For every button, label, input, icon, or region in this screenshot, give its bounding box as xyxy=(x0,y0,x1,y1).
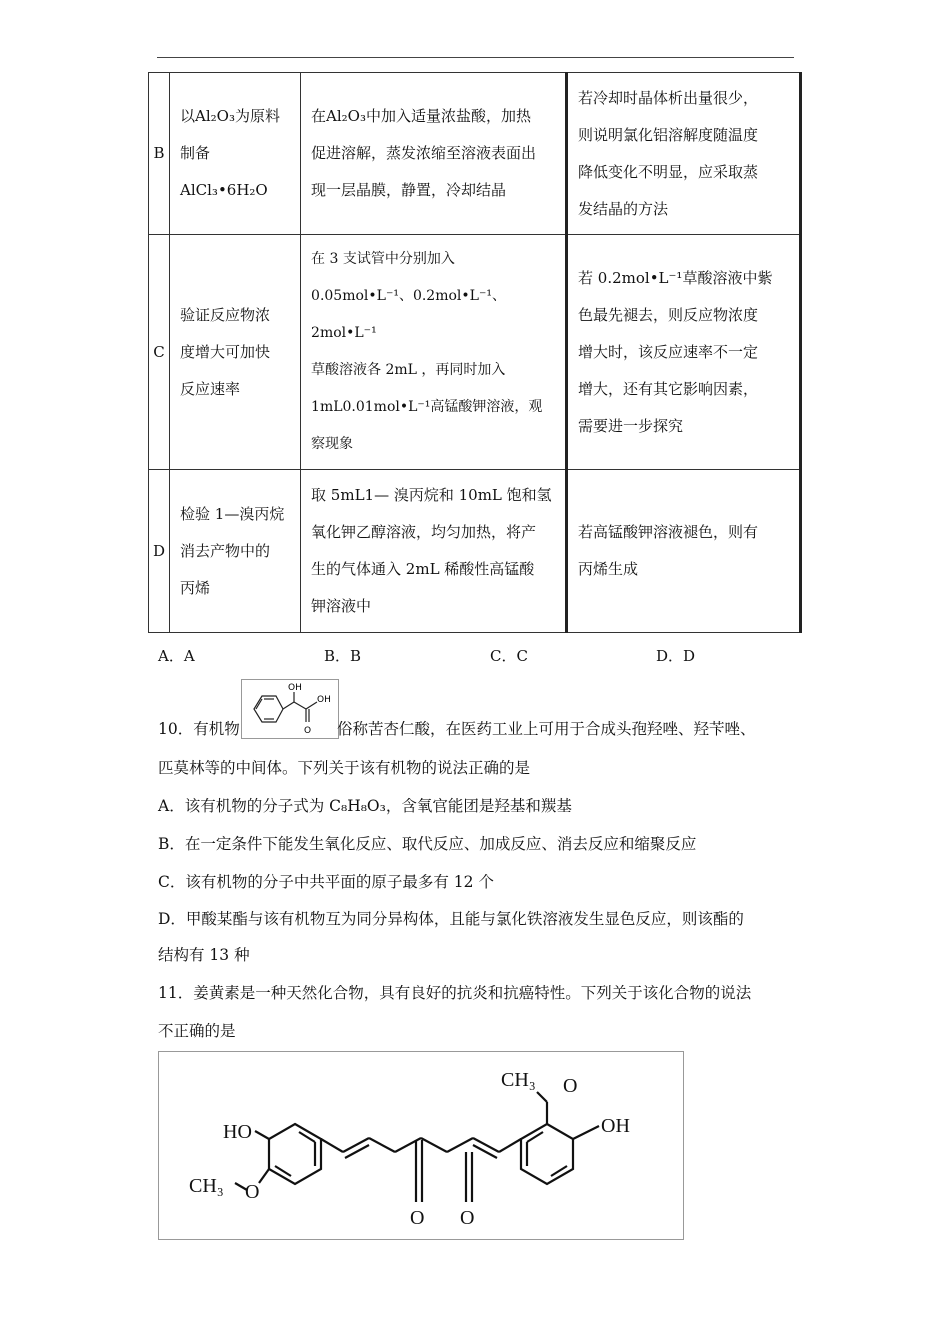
option-d: D．D xyxy=(656,647,696,665)
mandelic-acid-structure xyxy=(241,679,339,739)
experiment-table xyxy=(148,72,802,633)
q10-option-d: D．甲酸某酯与该有机物互为同分异构体，且能与氯化铁溶液发生显色反应，则该酯的 xyxy=(158,910,744,928)
cell-line: 则说明氯化铝溶解度随温度 xyxy=(578,125,759,144)
conclusion-cell xyxy=(567,73,801,235)
carbonyl-o-label-1: O xyxy=(410,1207,425,1229)
cell-line: 1mL0.01mol•L⁻¹高锰酸钾溶液，观 xyxy=(311,399,543,415)
conclusion-cell xyxy=(567,470,801,633)
option-b: B．B xyxy=(324,647,362,665)
q10-stem-line2: 匹莫林等的中间体。下列关于该有机物的说法正确的是 xyxy=(158,759,531,777)
cell-line: 消去产物中的 xyxy=(180,541,271,560)
carboxyl-oh-label: OH xyxy=(317,695,331,705)
right-benzene-ring xyxy=(521,1124,573,1184)
cell-line: 促进溶解，蒸发浓缩至溶液表面出 xyxy=(311,144,537,162)
q10-option-d-cont: 结构有 13 种 xyxy=(158,946,250,964)
row-key: D xyxy=(149,470,170,633)
right-methyl-label: CH₃ xyxy=(501,1069,536,1091)
cell-line: 现一层晶膜，静置，冷却结晶 xyxy=(311,181,507,199)
q10-option-b: B．在一定条件下能发生氧化反应、取代反应、加成反应、消去反应和缩聚反应 xyxy=(158,835,697,853)
q11-stem-line2: 不正确的是 xyxy=(158,1022,236,1040)
conclusion-cell xyxy=(567,235,801,470)
cell-line: 氧化钾乙醇溶液，均匀加热，将产 xyxy=(311,523,537,541)
mandelic-acid-svg xyxy=(242,680,338,738)
cell-line: 若高锰酸钾溶液褪色，则有 xyxy=(578,523,759,541)
purpose-cell xyxy=(170,235,301,470)
cell-line: 0.05mol•L⁻¹、0.2mol•L⁻¹、2mol•L⁻¹ xyxy=(311,288,506,341)
cell-line: 钾溶液中 xyxy=(311,597,372,615)
benzene-ring xyxy=(254,696,283,722)
cell-line: 察现象 xyxy=(311,436,354,452)
cell-line: 取 5mL1— 溴丙烷和 10mL 饱和氢 xyxy=(311,486,552,504)
cell-line: 以Al₂O₃为原料 xyxy=(180,107,280,125)
option-c: C．C xyxy=(490,647,528,665)
cell-line: 增大时，该反应速率不一定 xyxy=(578,342,759,361)
carbonyl-o-label-2: O xyxy=(460,1207,475,1229)
q11-stem-line1: 11．姜黄素是一种天然化合物，具有良好的抗炎和抗癌特性。下列关于该化合物的说法 xyxy=(158,984,752,1002)
row-key: B xyxy=(149,73,170,235)
q10-stem-rest: 俗称苦杏仁酸，在医药工业上可用于合成头孢羟唑、羟苄唑、 xyxy=(337,720,756,738)
carbonyl-o-label: O xyxy=(304,726,312,736)
cell-line: 丙烯生成 xyxy=(578,560,639,578)
cell-line: 制备 xyxy=(180,144,211,162)
curcumin-structure xyxy=(158,1051,684,1240)
right-hydroxyl-label: OH xyxy=(601,1115,630,1137)
cell-line: 在 3 支试管中分别加入 xyxy=(311,251,455,267)
cell-line: 丙烯 xyxy=(180,578,211,597)
cell-line: 增大，还有其它影响因素， xyxy=(578,379,759,398)
cell-line: 若 0.2mol•L⁻¹草酸溶液中紫 xyxy=(578,268,773,287)
table-row xyxy=(149,235,801,470)
q10-option-a: A．该有机物的分子式为 C₈H₈O₃，含氧官能团是羟基和羰基 xyxy=(158,797,572,815)
q10-option-c: C．该有机物的分子中共平面的原子最多有 12 个 xyxy=(158,873,494,891)
q10-stem-start: 10．有机物 xyxy=(158,720,240,738)
cell-line: 发结晶的方法 xyxy=(578,199,669,218)
cell-line: 检验 1—溴丙烷 xyxy=(180,504,285,523)
header-rule xyxy=(157,57,794,58)
left-ether-o-label: O xyxy=(245,1181,260,1203)
table-row xyxy=(149,73,801,235)
left-benzene-ring xyxy=(269,1124,321,1184)
cell-line: 在Al₂O₃中加入适量浓盐酸，加热 xyxy=(311,107,531,125)
cell-line: 色最先褪去，则反应物浓度 xyxy=(578,305,759,324)
operation-cell xyxy=(301,470,567,633)
cell-line: 反应速率 xyxy=(180,379,241,398)
left-methyl-label: CH₃ xyxy=(189,1175,224,1197)
cell-line: 草酸溶液各 2mL ，再同时加入 xyxy=(311,362,506,378)
left-hydroxyl-label: HO xyxy=(223,1121,252,1143)
row-key: C xyxy=(149,235,170,470)
curcumin-svg xyxy=(159,1052,683,1239)
cell-line: 验证反应物浓 xyxy=(180,305,271,324)
cell-line: 需要进一步探究 xyxy=(578,416,684,435)
cell-line: 若冷却时晶体析出量很少， xyxy=(578,88,759,107)
option-a: A．A xyxy=(158,647,195,665)
operation-cell xyxy=(301,235,567,470)
operation-cell xyxy=(301,73,567,235)
cell-line: 生的气体通入 2mL 稀酸性高锰酸 xyxy=(311,560,535,578)
cell-line: 度增大可加快 xyxy=(180,342,271,361)
table-row xyxy=(149,470,801,633)
purpose-cell xyxy=(170,73,301,235)
right-ether-o-label: O xyxy=(563,1075,578,1097)
hydroxyl-label: OH xyxy=(288,683,302,693)
cell-line: AlCl₃•6H₂O xyxy=(180,181,268,199)
purpose-cell xyxy=(170,470,301,633)
cell-line: 降低变化不明显，应采取蒸 xyxy=(578,162,759,181)
